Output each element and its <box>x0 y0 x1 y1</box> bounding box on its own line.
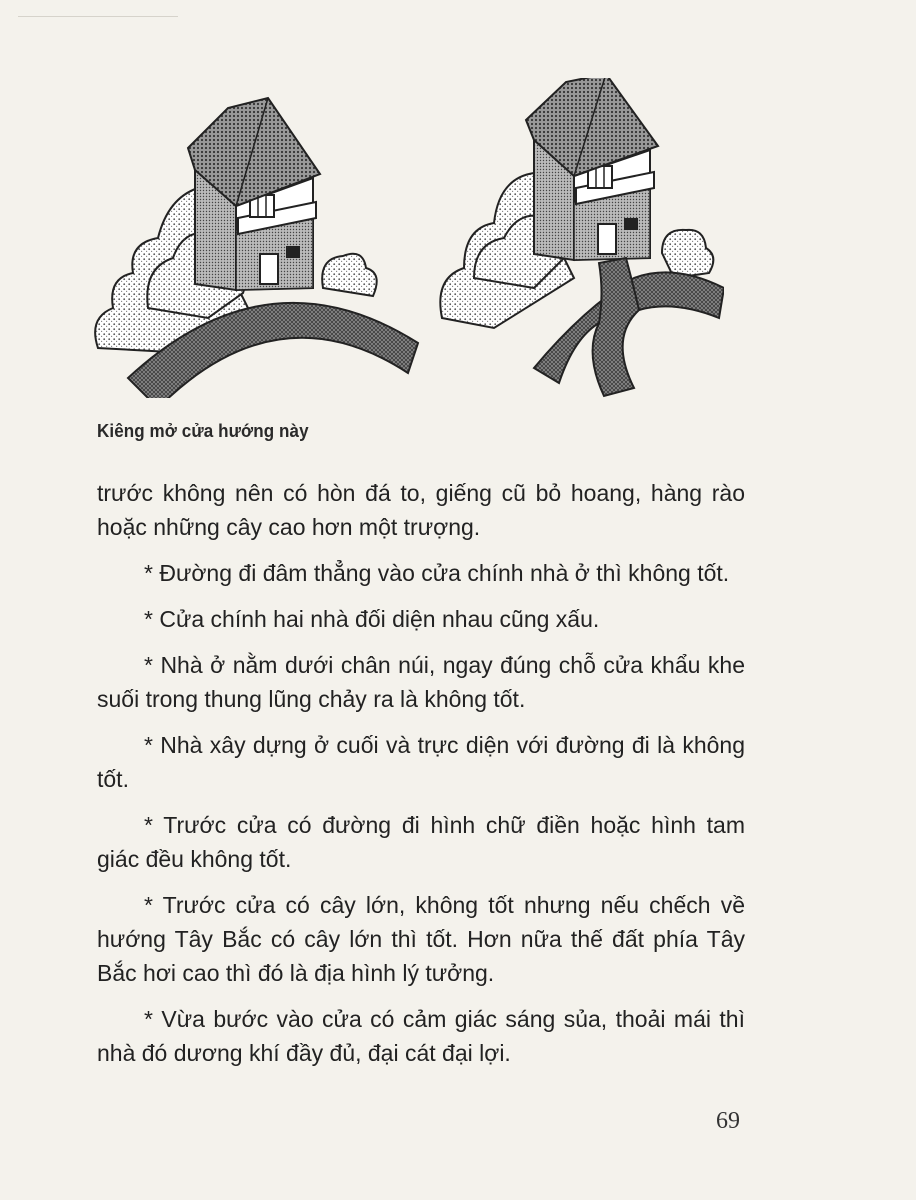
bullet-paragraph: * Nhà ở nằm dưới chân núi, ngay đúng chỗ cửa khẩu khe suối trong thung lũng chảy ra là không tốt. <box>97 652 745 712</box>
house-curved-road-illustration <box>88 78 428 398</box>
body-text <box>97 476 745 1082</box>
bullet-paragraph: * Nhà xây dựng ở cuối và trực diện với đường đi là không tốt. <box>97 732 745 792</box>
paragraph: trước không nên có hòn đá to, giếng cũ bỏ hoang, hàng rào hoặc những cây cao hơn một trượng. <box>97 480 745 540</box>
bullet-paragraph: * Vừa bước vào cửa có cảm giác sáng sủa, thoải mái thì nhà đó dương khí đầy đủ, đại cát đại lợi. <box>97 1006 745 1066</box>
bullet-paragraph: * Đường đi đâm thẳng vào cửa chính nhà ở thì không tốt. <box>144 560 730 586</box>
bullet-paragraph: * Trước cửa có cây lớn, không tốt nhưng nếu chếch về hướng Tây Bắc có cây lớn thì tốt. Hơn nữa thế đất phía Tây Bắc hơi cao thì đó là địa hình lý tưởng. <box>97 892 745 986</box>
bullet-paragraph: * Trước cửa có đường đi hình chữ điền hoặc hình tam giác đều không tốt. <box>97 812 745 872</box>
page-number: 69 <box>716 1108 740 1134</box>
top-rule <box>18 16 178 17</box>
figure-caption: Kiêng mở cửa hướng này <box>97 420 309 441</box>
bullet-paragraph: * Cửa chính hai nhà đối diện nhau cũng xấu. <box>144 606 600 632</box>
house-crossroad-illustration <box>434 78 724 398</box>
